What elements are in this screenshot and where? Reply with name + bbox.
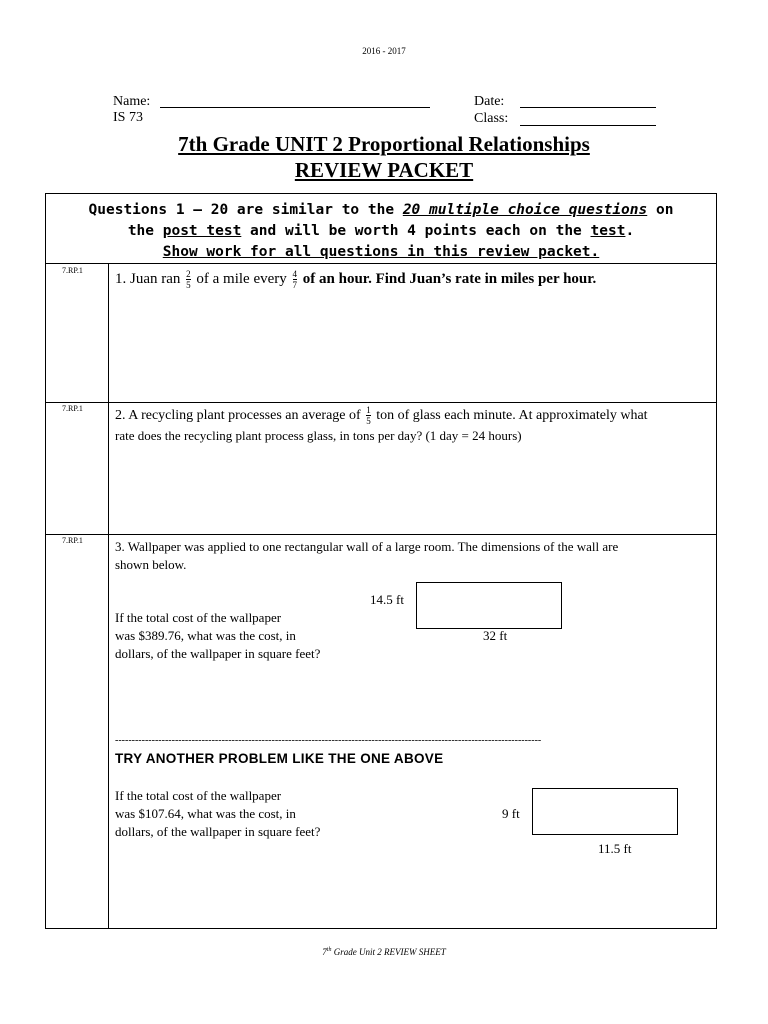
wall2-width-label: 11.5 ft bbox=[598, 841, 632, 856]
date-blank[interactable] bbox=[520, 107, 656, 108]
name-label: Name: bbox=[113, 94, 151, 109]
standard-q1: 7.RP.1 bbox=[62, 266, 83, 275]
wall2-rectangle bbox=[532, 788, 678, 835]
question-3-prompt: If the total cost of the wallpaper was $389.76, what was the cost, in dollars, of the wallpaper in square feet? bbox=[115, 610, 321, 661]
try-another-prompt: If the total cost of the wallpaper was $107.64, what was the cost, in dollars, of the wallpaper in square feet? bbox=[115, 788, 321, 839]
wall-rectangle bbox=[416, 582, 562, 629]
class-label: Class: bbox=[474, 111, 509, 126]
school-year: 2016 - 2017 bbox=[362, 46, 406, 56]
school-label: IS 73 bbox=[113, 110, 143, 125]
instructions-line-1: Questions 1 – 20 are similar to the 20 multiple choice questions on bbox=[88, 202, 674, 218]
question-2: 2. A recycling plant processes an average of $\frac{1}{5}$ ton of glass each minute. At approximately what rate does the recycling plant process glass, in tons per day? (1 day = 24 hours) bbox=[115, 405, 648, 443]
try-another-heading: TRY ANOTHER PROBLEM LIKE THE ONE ABOVE bbox=[115, 751, 444, 766]
wall-height-label: 14.5 ft bbox=[370, 592, 404, 607]
date-label: Date: bbox=[474, 94, 505, 109]
fraction-2-5: $\frac{2}{5}$ bbox=[186, 269, 191, 291]
dashed-separator: -------------------------------------------------------------------------------------------------------------------------------- bbox=[115, 735, 542, 746]
wall-width-label: 32 ft bbox=[483, 628, 508, 643]
footer: 7th Grade Unit 2 REVIEW SHEET bbox=[322, 947, 446, 957]
question-1: 1. Juan ran $\frac{2}{5}$ of a mile every $\frac{4}{7}$ of an hour. Find Juan’s rate in miles per hour. bbox=[115, 269, 597, 291]
question-3-intro: 3. Wallpaper was applied to one rectangular wall of a large room. The dimensions of the wall are shown below. bbox=[115, 539, 619, 572]
instructions-line-2: the post test and will be worth 4 points each on the test. bbox=[127, 223, 635, 239]
title-line-2: REVIEW PACKET bbox=[294, 158, 474, 182]
title-line-1: 7th Grade UNIT 2 Proportional Relationships bbox=[178, 132, 590, 156]
fraction-1-5: $\frac{1}{5}$ bbox=[366, 405, 371, 427]
fraction-4-7: $\frac{4}{7}$ bbox=[292, 269, 298, 291]
instructions-box bbox=[46, 194, 716, 264]
column-divider bbox=[108, 264, 109, 929]
standard-q2: 7.RP.1 bbox=[62, 404, 83, 413]
review-table bbox=[45, 193, 717, 929]
wall2-height-label: 9 ft bbox=[502, 806, 520, 821]
name-blank[interactable] bbox=[160, 107, 430, 108]
row-divider-1 bbox=[46, 402, 716, 403]
class-blank[interactable] bbox=[520, 125, 656, 126]
row-divider-2 bbox=[46, 534, 716, 535]
standard-q3: 7.RP.1 bbox=[62, 536, 83, 545]
instructions-line-3: Show work for all questions in this review packet. bbox=[162, 244, 600, 260]
